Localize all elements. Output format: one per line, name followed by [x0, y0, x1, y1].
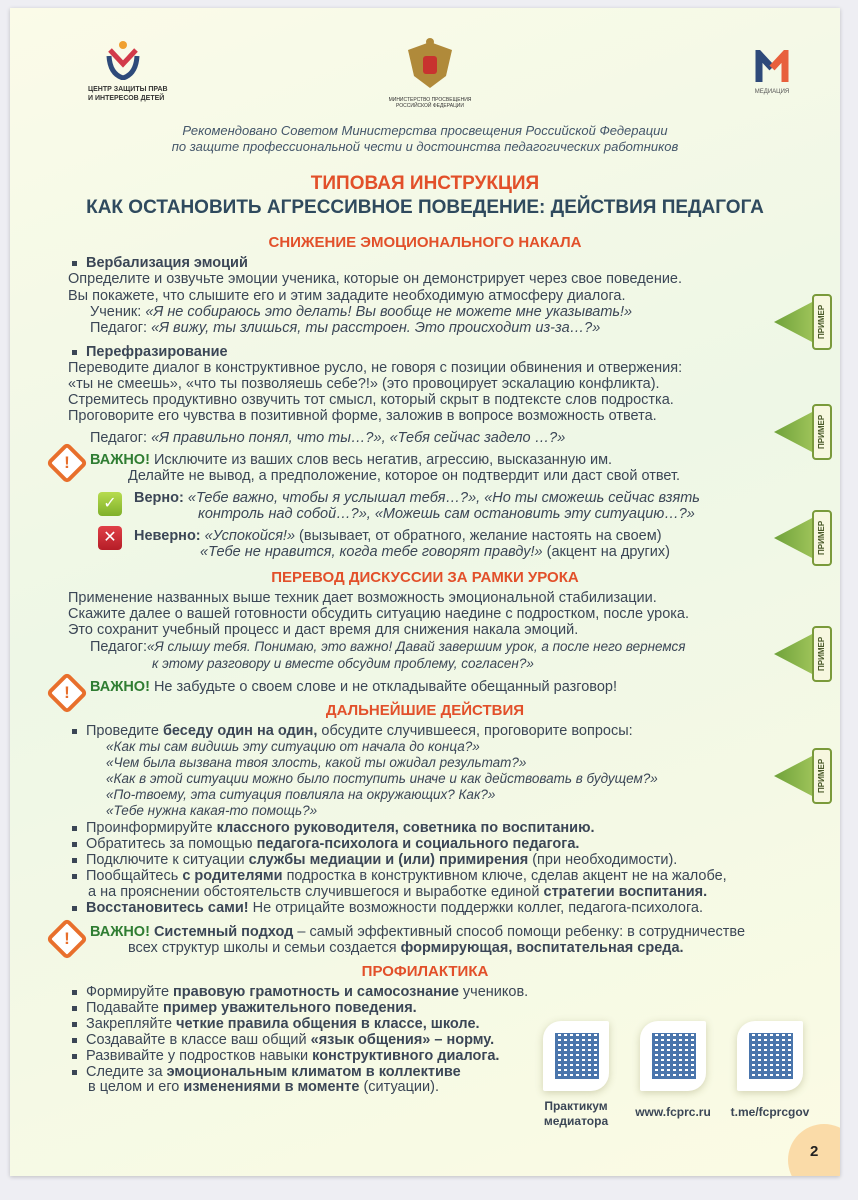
center-logo-left	[88, 40, 168, 103]
warning-icon: !	[46, 672, 88, 714]
important-text: Не забудьте о своем слове и не откладывайте обещанный разговор!	[153, 679, 617, 695]
action-item	[72, 820, 595, 836]
text: Формируйте	[86, 984, 174, 1000]
quote: «Тебе не нравится, когда тебе говорят правду!»	[200, 544, 543, 560]
example-tab	[774, 746, 836, 806]
bold-text: стратегии воспитания.	[543, 884, 708, 900]
page-number: 2	[810, 1143, 819, 1160]
action-item	[72, 852, 677, 868]
bold-text: беседу один на один,	[162, 723, 318, 739]
quote: «Я не собираюсь это делать! Вы вообще не можете мне указывать!»	[145, 304, 633, 320]
left-logo-line-2: И ИНТЕРЕСОВ ДЕТЕЙ	[88, 95, 165, 102]
prevention-item	[72, 1048, 499, 1064]
text: Подключите к ситуации	[86, 852, 249, 868]
text: всех структур школы и семьи создается	[128, 940, 401, 956]
example-line	[90, 320, 600, 336]
wrong-label: Неверно:	[134, 528, 201, 544]
ministry-logo	[380, 36, 480, 109]
important-label: ВАЖНО!	[90, 452, 150, 468]
quote: «Тебе важно, чтобы я услышал тебя…?», «Но ты сможешь сейчас взять	[187, 490, 700, 506]
bold-text: пример уважительного поведения.	[162, 1000, 417, 1016]
left-logo-line-1: ЦЕНТР ЗАЩИТЫ ПРАВ	[88, 86, 168, 93]
prevention-item	[72, 984, 528, 1000]
para: Переводите диалог в конструктивное русло, не говоря с позиции обвинения и отвержения:	[68, 360, 683, 376]
title-line-2: КАК ОСТАНОВИТЬ АГРЕССИВНОЕ ПОВЕДЕНИЕ: ДЕЙСТВИЯ ПЕДАГОГА	[86, 197, 764, 218]
hands-logo-icon	[106, 40, 140, 80]
para: «ты не смеешь», «что ты позволяешь себе?!» (это провоцирует эскалацию конфликта).	[68, 376, 660, 392]
prevention-item	[72, 1064, 461, 1080]
example-label: ПРИМЕР	[812, 748, 832, 804]
example-line	[90, 430, 565, 446]
bullet-title: Вербализация эмоций	[86, 255, 248, 271]
prevention-item	[72, 1016, 480, 1032]
check-icon: ✓	[98, 492, 122, 516]
text: Не отрицайте возможности поддержки коллег, педагога-психолога.	[248, 900, 704, 916]
section-heading-2: ПЕРЕВОД ДИСКУССИИ ЗА РАМКИ УРОКА	[271, 569, 579, 586]
text: Развивайте у подростков навыки	[86, 1048, 313, 1064]
mediation-text: МЕДИАЦИЯ	[754, 89, 790, 95]
quote: к этому разговору и вместе обсудим проблему, согласен?»	[152, 656, 534, 671]
example-line	[90, 304, 632, 320]
important-text: Исключите из ваших слов весь негатив, агрессию, высказанную им.	[153, 452, 613, 468]
section-heading-3: ДАЛЬНЕЙШИЕ ДЕЙСТВИЯ	[325, 702, 525, 719]
important-note	[90, 679, 617, 695]
cross-icon: ✕	[98, 526, 122, 550]
bold-text: правовую грамотность и самосознание	[173, 984, 459, 1000]
example-label: ПРИМЕР	[812, 510, 832, 566]
speaker: Педагог:	[90, 639, 148, 655]
section-heading-4: ПРОФИЛАКТИКА	[361, 963, 489, 980]
ministry-line-2: РОССИЙСКОЙ ФЕДЕРАЦИИ	[396, 103, 464, 109]
m-logo-icon	[755, 50, 789, 84]
para: Скажите далее о вашей готовности обсудить ситуацию наедине с подростком, после урока.	[68, 606, 690, 622]
ministry-line-1: МИНИСТЕРСТВО ПРОСВЕЩЕНИЯ	[388, 97, 472, 103]
qr-code-telegram[interactable]	[737, 1021, 803, 1091]
example-tab	[774, 292, 836, 352]
quote: «Успокойся!»	[204, 528, 296, 544]
question: «Тебе нужна какая-то помощь?»	[106, 803, 318, 818]
text: подростка в конструктивном ключе, сделав акцент не на жалобе,	[282, 868, 727, 884]
quote: «Я вижу, ты злишься, ты расстроен. Это происходит из-за…?»	[151, 320, 601, 336]
action-item	[72, 900, 703, 916]
action-item	[72, 868, 727, 884]
question: «По-твоему, эта ситуация повлияла на окружающих? Как?»	[106, 787, 496, 802]
example-label: ПРИМЕР	[812, 404, 832, 460]
document-page	[10, 8, 840, 1176]
important-note	[90, 452, 612, 468]
important-note-cont	[128, 940, 684, 956]
bold-text: с родителями	[182, 868, 283, 884]
qr-label-telegram[interactable]: t.me/fcprcgov	[730, 1105, 810, 1119]
prevention-item-cont	[88, 1079, 439, 1095]
bold-text: эмоциональным климатом в коллективе	[166, 1064, 461, 1080]
bold-text: конструктивного диалога.	[312, 1048, 500, 1064]
wrong-example-2	[200, 544, 670, 560]
question: «Как ты сам видишь эту ситуацию от начала до конца?»	[106, 739, 480, 754]
bold-text: Восстановитесь сами!	[86, 900, 249, 916]
comment: (вызывает, от обратного, желание настоять на своем)	[295, 528, 662, 544]
text: Обратитесь за помощью	[86, 836, 257, 852]
question: «Чем была вызвана твоя злость, какой ты ожидал результат?»	[106, 755, 527, 770]
bold-text: Системный подход	[153, 924, 294, 940]
para: Применение названных выше техник дает возможность эмоциональной стабилизации.	[68, 590, 657, 606]
bold-text: педагога-психолога и социального педагога.	[256, 836, 580, 852]
recommendation-line-1: Рекомендовано Советом Министерства просвещения Российской Федерации	[182, 123, 668, 138]
action-item-cont	[88, 884, 707, 900]
text: обсудите случившееся, проговорите вопросы:	[317, 723, 633, 739]
qr-code-practicum[interactable]	[543, 1021, 609, 1091]
comment: (акцент на других)	[542, 544, 670, 560]
text: Проинформируйте	[86, 820, 217, 836]
bullet-title: Перефразирование	[86, 344, 228, 360]
prevention-item	[72, 1000, 417, 1016]
example-label: ПРИМЕР	[812, 294, 832, 350]
example-tab	[774, 508, 836, 568]
example-tab	[774, 402, 836, 462]
title-line-1: ТИПОВАЯ ИНСТРУКЦИЯ	[310, 173, 540, 194]
recommendation	[10, 123, 840, 155]
qr-label-line: медиатора	[543, 1114, 609, 1128]
important-note	[90, 924, 745, 940]
quote: «Я правильно понял, что ты…?», «Тебя сейчас задело …?»	[151, 430, 566, 446]
bold-text: изменениями в моменте	[183, 1079, 360, 1095]
important-label: ВАЖНО!	[90, 679, 150, 695]
bold-text: четкие правила общения в классе, школе.	[176, 1016, 480, 1032]
text: в целом и его	[88, 1079, 184, 1095]
important-label: ВАЖНО!	[90, 924, 150, 940]
action-item	[72, 836, 579, 852]
page-title	[10, 172, 840, 220]
bold-text: службы медиации и (или) примирения	[248, 852, 529, 868]
example-label: ПРИМЕР	[812, 626, 832, 682]
qr-label-practicum	[526, 1099, 626, 1129]
bold-text: формирующая, воспитательная среда.	[400, 940, 684, 956]
para: Проговорите его чувства в позитивной форме, заложив в вопросе возможность ответа.	[68, 408, 657, 424]
text: Создавайте в классе ваш общий	[86, 1032, 311, 1048]
para: Это сохранит учебный процесс и даст время для снижения накала эмоций.	[68, 622, 579, 638]
right-example	[134, 490, 700, 506]
text: Закрепляйте	[86, 1016, 177, 1032]
text: а на прояснении обстоятельств случившегося и выработке единой	[88, 884, 544, 900]
quote: «Я слышу тебя. Понимаю, это важно! Давай завершим урок, а после него вернемся	[147, 639, 686, 654]
wrong-example	[134, 528, 662, 544]
text: Следите за	[86, 1064, 167, 1080]
text: Пообщайтесь	[86, 868, 183, 884]
warning-icon: !	[46, 442, 88, 484]
prevention-item	[72, 1032, 494, 1048]
text: – самый эффективный способ помощи ребенку: в сотрудничестве	[293, 924, 746, 940]
para: Стремитесь продуктивно озвучить тот смысл, который скрыт в подтексте слов подростка.	[68, 392, 674, 408]
speaker: Педагог:	[90, 320, 152, 336]
recommendation-line-2: по защите профессиональной чести и достоинства педагогических работников	[171, 139, 679, 154]
speaker: Ученик:	[90, 304, 146, 320]
example-tab	[774, 624, 836, 684]
text: учеников.	[458, 984, 529, 1000]
section-heading-1: СНИЖЕНИЕ ЭМОЦИОНАЛЬНОГО НАКАЛА	[268, 234, 582, 251]
bold-text: классного руководителя, советника по воспитанию.	[216, 820, 595, 836]
eagle-emblem-icon	[400, 36, 460, 92]
para: Определите и озвучьте эмоции ученика, которые он демонстрирует через свое поведение.	[68, 271, 683, 287]
text: (при необходимости).	[528, 852, 678, 868]
bullet-rephrasing	[72, 344, 228, 360]
qr-label-line: Практикум	[544, 1099, 608, 1113]
action-item	[72, 723, 633, 739]
text: Проведите	[86, 723, 163, 739]
example-line	[90, 639, 685, 655]
mediation-logo	[752, 50, 792, 95]
right-label: Верно:	[134, 490, 184, 506]
qr-label-website[interactable]: www.fcprc.ru	[635, 1105, 711, 1119]
quote: контроль над собой…?», «Можешь сам остановить эту ситуацию…?»	[198, 506, 695, 522]
text: (ситуации).	[359, 1079, 439, 1095]
text: Подавайте	[86, 1000, 163, 1016]
speaker: Педагог:	[90, 430, 152, 446]
para: Вы покажете, что слышите его и этим зададите необходимую атмосферу диалога.	[68, 288, 626, 304]
bullet-verbalization	[72, 255, 248, 271]
warning-icon: !	[46, 918, 88, 960]
question: «Как в этой ситуации можно было поступить иначе и как действовать в будущем?»	[106, 771, 658, 786]
bold-text: «язык общения» – норму.	[310, 1032, 495, 1048]
important-text: Делайте не вывод, а предположение, которое он подтвердит или даст свой ответ.	[128, 468, 681, 484]
qr-code-website[interactable]	[640, 1021, 706, 1091]
